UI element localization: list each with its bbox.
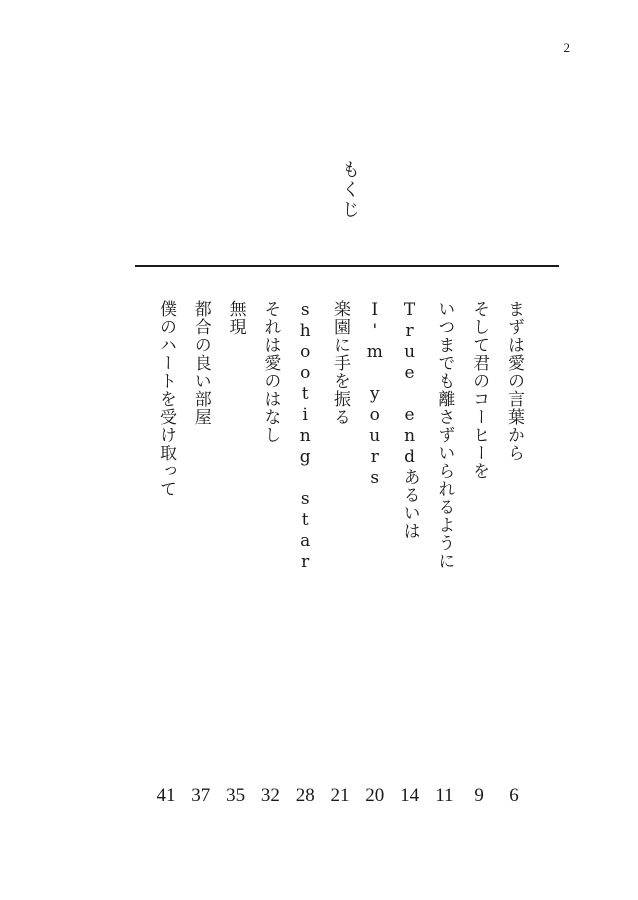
toc-entry-page: 28 (295, 785, 315, 806)
page-number: 2 (563, 40, 570, 55)
toc-entry-page: 20 (365, 785, 385, 806)
toc-entry[interactable] (220, 300, 252, 820)
toc-entry-title: 無現 (225, 300, 246, 336)
toc-entry[interactable] (394, 300, 426, 820)
toc-entry[interactable] (289, 300, 321, 820)
toc-entry[interactable] (150, 300, 182, 820)
toc-entry[interactable] (185, 300, 217, 820)
toc-entry-page: 11 (435, 785, 454, 806)
toc-entry-title: まずは愛の言葉から (503, 300, 524, 462)
toc-entry-title: I'm yours (364, 300, 385, 489)
toc-entry-title: 都合の良い部屋 (190, 300, 211, 426)
toc-entry[interactable] (359, 300, 391, 820)
toc-entry[interactable] (254, 300, 286, 820)
toc-entry-page: 37 (191, 785, 211, 806)
toc-entry[interactable] (324, 300, 356, 820)
toc-entry-title: 僕のハートを受け取って (156, 300, 176, 498)
toc-entry-title: True endあるいは (399, 300, 420, 540)
toc-entry-title: 楽園に手を振る (329, 300, 350, 426)
toc-entry-title: それは愛のはなし (260, 300, 281, 444)
heading-divider (135, 265, 559, 267)
toc-entry-page: 21 (330, 785, 350, 806)
toc-entry-page: 32 (260, 785, 280, 806)
toc-entry-title: shooting star (295, 300, 316, 573)
toc-entries (150, 300, 530, 820)
toc-heading: もくじ (339, 160, 360, 220)
toc-entry-page: 9 (474, 785, 484, 806)
toc-entry-page: 6 (509, 785, 519, 806)
toc-entry-title: そして君のコーヒーを (469, 300, 490, 480)
toc-entry-page: 14 (400, 785, 420, 806)
toc-entry[interactable] (463, 300, 495, 820)
toc-entry-title: いつまでも離さずいられるように (434, 300, 455, 570)
toc-entry-page: 41 (156, 785, 176, 806)
toc-entry[interactable] (428, 300, 460, 820)
toc-entry-page: 35 (226, 785, 246, 806)
toc-entry[interactable] (498, 300, 530, 820)
